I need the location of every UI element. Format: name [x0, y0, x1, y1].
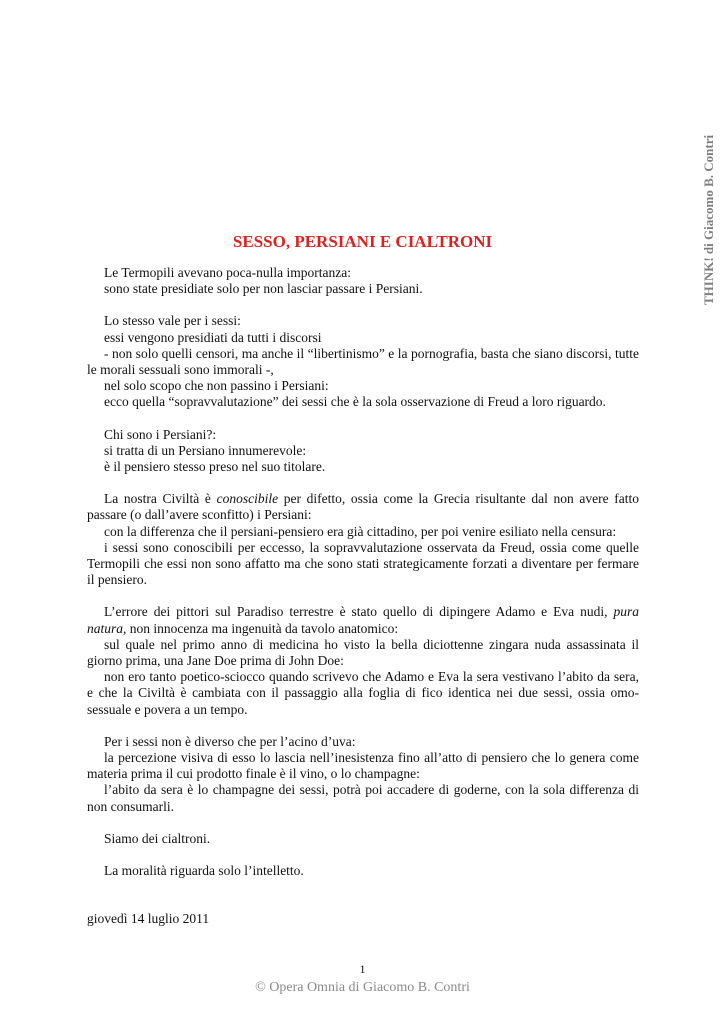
paragraph-line: la percezione visiva di esso lo lascia nell’inesistenza fino all’atto di pensiero che lo genera come materia prima il cui prodotto finale è il vino, o lo champagne: — [87, 750, 639, 782]
document-body — [87, 265, 639, 928]
paragraph-line: non ero tanto poetico-sciocco quando scrivevo che Adamo e Eva la sera vestivano l’abito da sera, e che la Civiltà è cambiata con il passaggio alla foglia di fico identica nei due sessi, ossia omo-sessuale e povera a un tempo. — [87, 669, 639, 717]
paragraph-line: - non solo quelli censori, ma anche il “libertinismo” e la pornografia, basta che siano discorsi, tutte le morali sessuali sono immorali -, — [87, 345, 639, 378]
paragraph-line: sul quale nel primo anno di medicina ho visto la bella diciottenne zingara nuda assassinata il giorno prima, una Jane Doe prima di John Doe: — [87, 636, 639, 669]
paragraph-line: Siamo dei cialtroni. — [104, 830, 211, 846]
footer-copyright: © Opera Omnia di Giacomo B. Contri — [255, 980, 470, 995]
emphasis-text: pura natura — [87, 604, 639, 636]
paragraph-line: Le Termopili avevano poca-nulla importanza: — [104, 265, 351, 280]
paragraph-line: essi vengono presidiati da tutti i discorsi — [104, 329, 322, 345]
paragraph-line: nel solo scopo che non passino i Persiani: — [104, 378, 329, 394]
paragraph-line: si tratta di un Persiano innumerevole: — [104, 442, 307, 458]
side-label: THINK! di Giacomo B. Contri — [701, 134, 716, 306]
text-run: La nostra Civiltà è — [104, 491, 217, 507]
text-run: L’errore dei pittori sul Paradiso terrestre è stato quello di dipingere Adamo e Eva nudi, — [104, 604, 614, 620]
paragraph-line: Lo stesso vale per i sessi: — [104, 313, 241, 329]
paragraph-line: La moralità riguarda solo l’intelletto. — [104, 863, 304, 879]
paragraph-line: l’abito da sera è lo champagne dei sessi, potrà poi accadere di goderne, con la sola differenza di non consumarli. — [87, 782, 639, 814]
page-title: SESSO, PERSIANI E CIALTRONI — [232, 232, 493, 251]
text-run: per difetto, ossia come la Grecia risultante dal non avere fatto passare (o dall’avere sconfitto) i Persiani: — [87, 491, 639, 523]
text-run: , non innocenza ma ingenuità da tavolo anatomico: — [123, 620, 399, 636]
paragraph-line: sono state presidiate solo per non lasciar passare i Persiani. — [104, 281, 423, 297]
paragraph-line: è il pensiero stesso preso nel suo titolare. — [104, 459, 326, 475]
paragraph-line: ecco quella “sopravvalutazione” dei sessi che è la sola osservazione di Freud a loro riguardo. — [104, 394, 606, 410]
paragraph-line — [87, 491, 639, 523]
paragraph-line — [87, 604, 639, 636]
document-date: giovedì 14 luglio 2011 — [87, 911, 210, 927]
page-number: 1 — [359, 962, 366, 976]
paragraph-line: i sessi sono conoscibili per eccesso, la sopravvalutazione osservata da Freud, ossia come quelle Termopili che essi non sono affatto ma che sono stati strategicamente forzati a diventare per fermare il pensiero. — [87, 539, 639, 588]
paragraph-line: Chi sono i Persiani?: — [104, 426, 217, 442]
paragraph-line: Per i sessi non è diverso che per l’acino d’uva: — [104, 733, 356, 749]
paragraph-line: con la differenza che il persiani-pensiero era già cittadino, per poi venire esiliato nella censura: — [104, 523, 617, 539]
emphasis-text: conoscibile — [216, 491, 279, 507]
